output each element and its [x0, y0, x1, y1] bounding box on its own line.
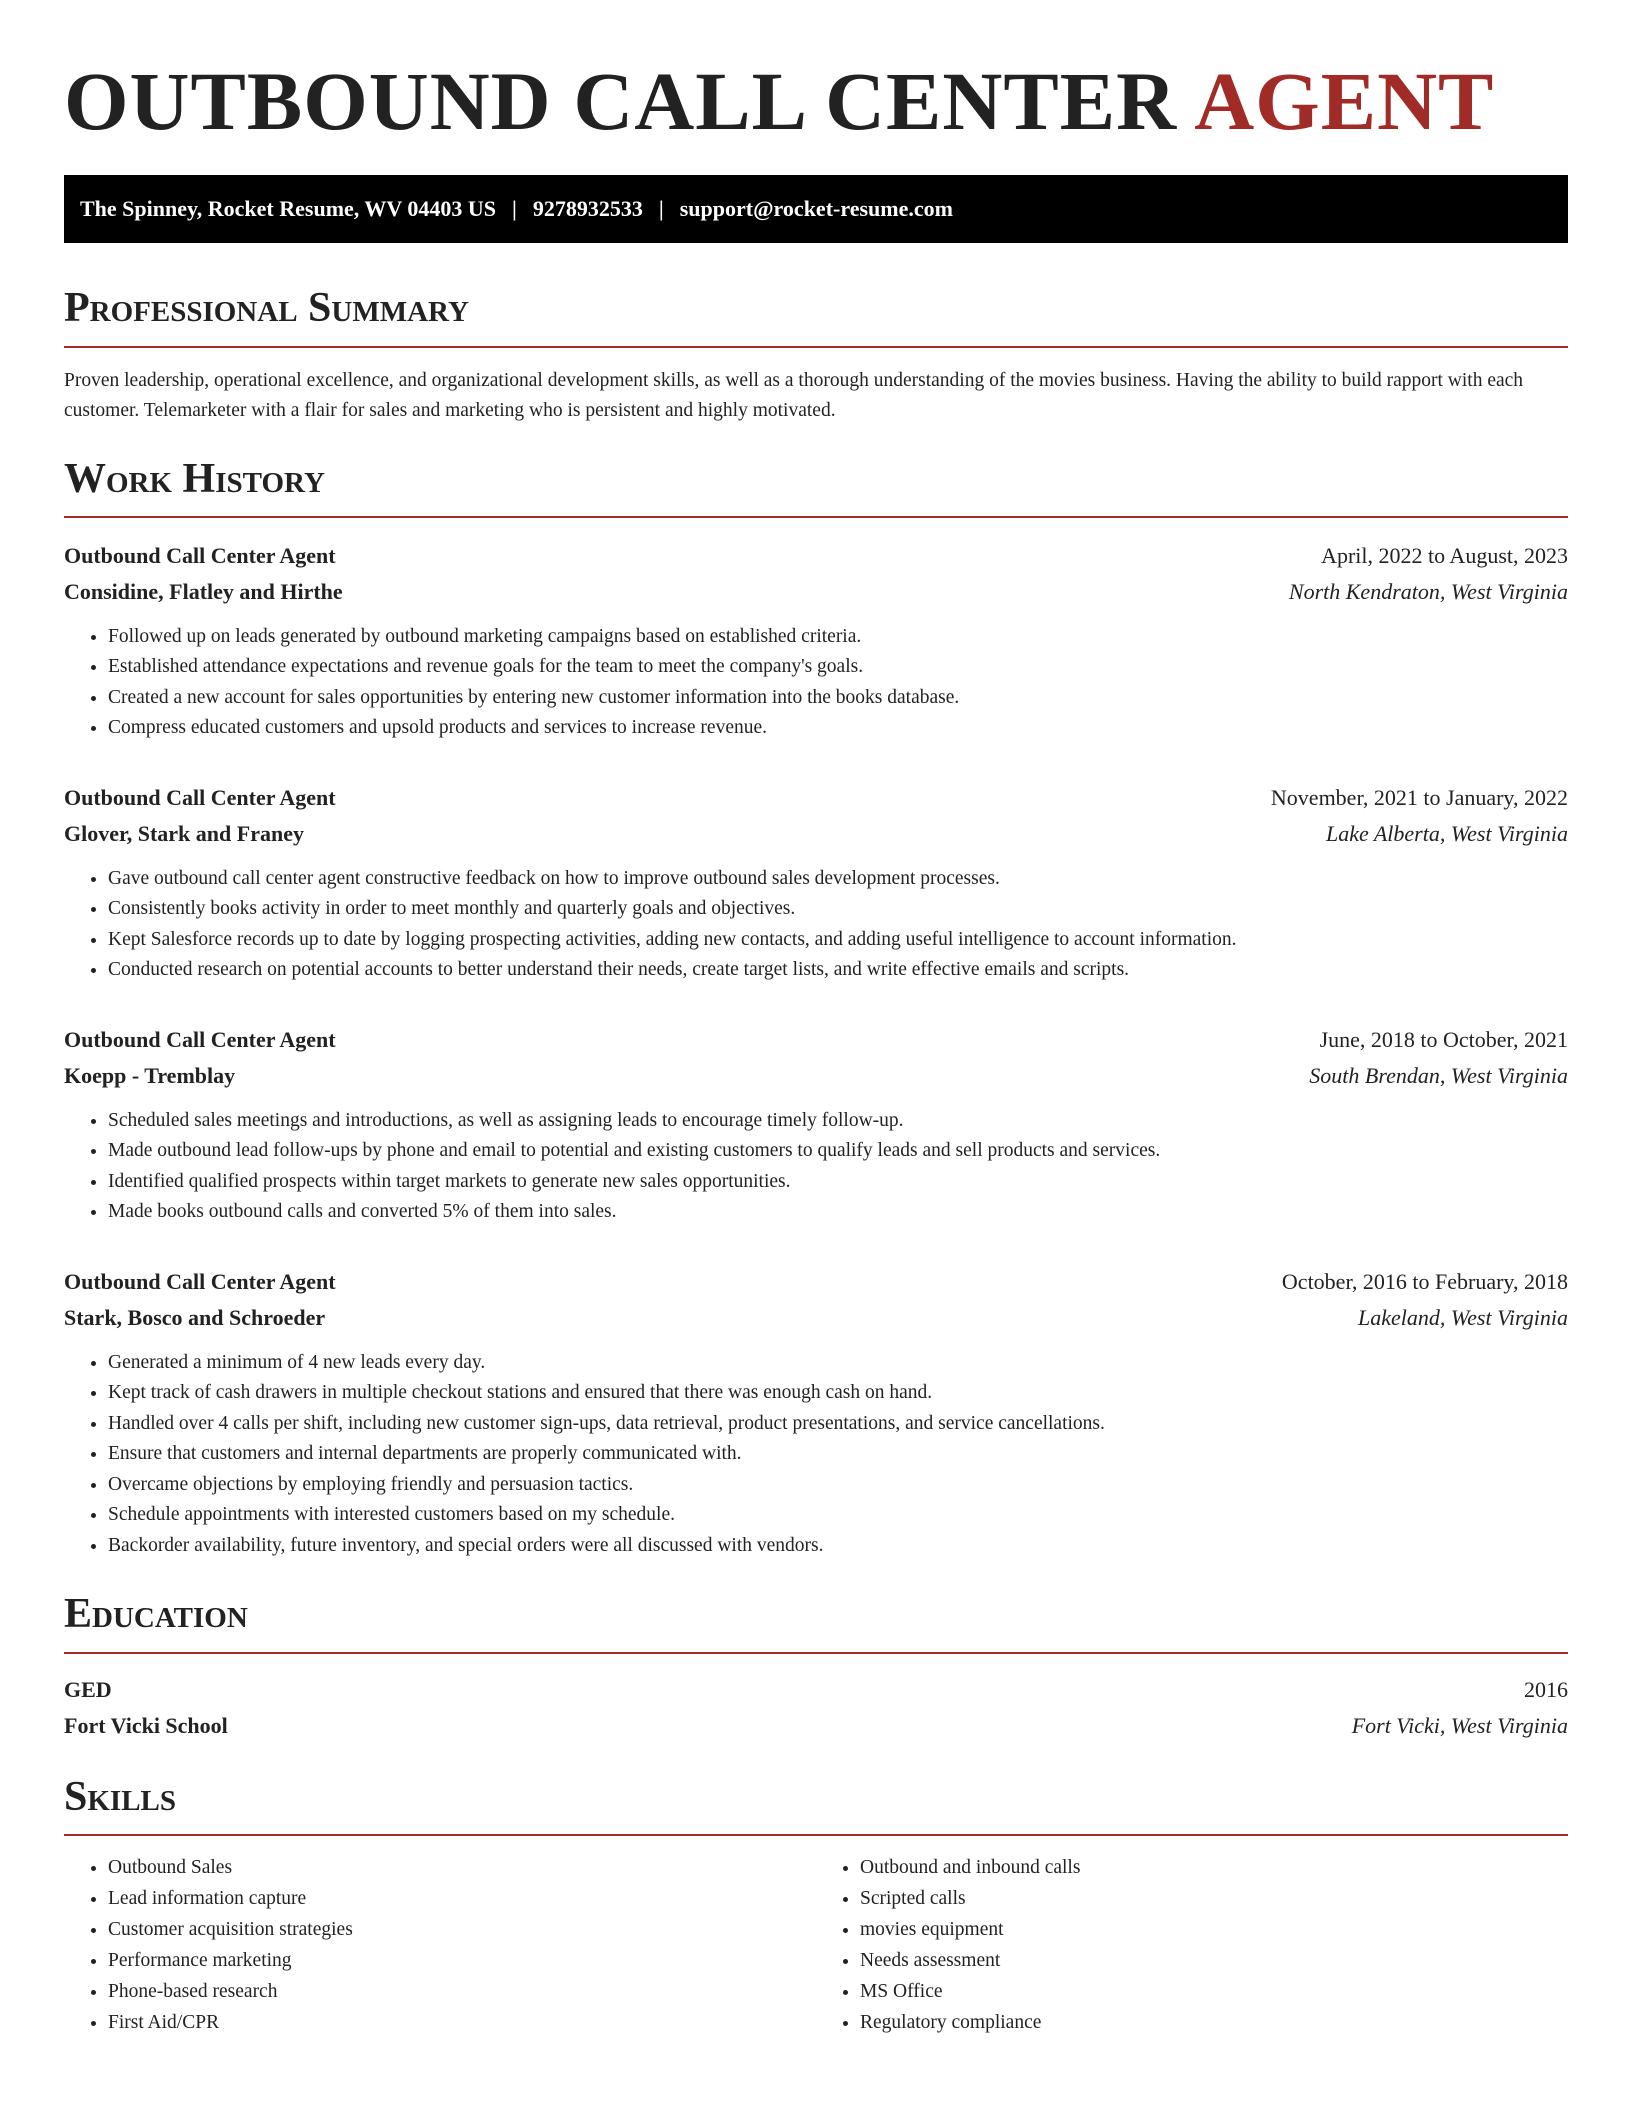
job-location: North Kendraton, West Virginia — [1288, 578, 1568, 604]
job-entry — [64, 538, 1568, 744]
work-title: Work History — [64, 455, 325, 502]
resume-name — [64, 54, 1568, 149]
summary-title: Professional Summary — [64, 285, 469, 332]
skills-list-right — [816, 1852, 1568, 2038]
job-location: Lake Alberta, West Virginia — [1326, 820, 1568, 846]
education-location: Fort Vicki, West Virginia — [1351, 1712, 1568, 1738]
job-location: South Brendan, West Virginia — [1309, 1062, 1568, 1088]
skill-item: • Lead information capture — [108, 1883, 816, 1914]
job-bullet: • Compress educated customers and upsold products and services to increase revenue. — [108, 713, 1568, 744]
job-bullet: • Gave outbound call center agent constructive feedback on how to improve outbound sales development processes. — [108, 864, 1568, 895]
section-divider — [64, 516, 1568, 518]
job-role: Outbound Call Center Agent — [64, 542, 336, 568]
skills-section — [64, 1774, 1568, 2038]
skill-item: • Outbound and inbound calls — [860, 1852, 1568, 1883]
education-title: Education — [64, 1591, 248, 1638]
job-role: Outbound Call Center Agent — [64, 1268, 336, 1294]
job-bullet: • Made books outbound calls and converted 5% of them into sales. — [108, 1197, 1568, 1228]
skill-item: • MS Office — [860, 1976, 1568, 2007]
job-bullet: • Scheduled sales meetings and introductions, as well as assigning leads to encourage timely follow-up. — [108, 1106, 1568, 1137]
skills-list-left — [64, 1852, 816, 2038]
skill-item: • Scripted calls — [860, 1883, 1568, 1914]
skill-item: • Performance marketing — [108, 1945, 816, 1976]
contact-bar — [64, 175, 1568, 243]
job-bullet: • Kept Salesforce records up to date by logging prospecting activities, adding new contacts, and adding useful intelligence to account information. — [108, 925, 1568, 956]
skills-title: Skills — [64, 1773, 177, 1820]
job-bullet: • Overcame objections by employing friendly and persuasion tactics. — [108, 1470, 1568, 1501]
contact-separator: | — [658, 196, 664, 222]
education-school: Fort Vicki School — [64, 1712, 228, 1738]
education-section — [64, 1591, 1568, 1743]
job-bullet: • Backorder availability, future inventory, and special orders were all discussed with vendors. — [108, 1531, 1568, 1562]
job-company: Koepp - Tremblay — [64, 1062, 236, 1088]
contact-email[interactable]: support@rocket-resume.com — [679, 196, 953, 222]
summary-text: Proven leadership, operational excellence, and organizational development skills, as well as a thorough understanding of the movies business. Having the ability to build rapport with each customer. Telemarketer with a flair for sales and marketing who is persistent and highly motivated. — [64, 369, 1524, 421]
job-dates: June, 2018 to October, 2021 — [1319, 1026, 1568, 1052]
job-bullet: • Schedule appointments with interested customers based on my schedule. — [108, 1500, 1568, 1531]
job-bullet: • Ensure that customers and internal departments are properly communicated with. — [108, 1439, 1568, 1470]
contact-address: The Spinney, Rocket Resume, WV 04403 US — [80, 196, 497, 222]
job-dates: April, 2022 to August, 2023 — [1321, 542, 1568, 568]
skill-item: • First Aid/CPR — [108, 2007, 816, 2038]
job-entry — [64, 780, 1568, 986]
job-bullet: • Identified qualified prospects within target markets to generate new sales opportunities. — [108, 1167, 1568, 1198]
job-entry — [64, 1022, 1568, 1228]
section-divider — [64, 346, 1568, 348]
job-bullet: • Consistently books activity in order to meet monthly and quarterly goals and objectives. — [108, 894, 1568, 925]
section-divider — [64, 1834, 1568, 1836]
work-section — [64, 456, 1568, 1562]
name-accent: AGENT — [1194, 55, 1495, 147]
job-bullet: • Kept track of cash drawers in multiple checkout stations and ensured that there was enough cash on hand. — [108, 1378, 1568, 1409]
education-entry — [64, 1672, 1568, 1744]
contact-separator: | — [512, 196, 517, 222]
skill-item: • Regulatory compliance — [860, 2007, 1568, 2038]
section-divider — [64, 1652, 1568, 1654]
job-company: Stark, Bosco and Schroeder — [64, 1304, 326, 1330]
skill-item: • Phone-based research — [108, 1976, 816, 2007]
job-entry — [64, 1264, 1568, 1562]
name-main: OUTBOUND CALL CENTER — [64, 55, 1178, 147]
job-bullet: • Made outbound lead follow-ups by phone and email to potential and existing customers to qualify leads and sell products and services. — [108, 1136, 1568, 1167]
job-bullet: • Generated a minimum of 4 new leads every day. — [108, 1348, 1568, 1379]
job-dates: October, 2016 to February, 2018 — [1281, 1268, 1568, 1294]
job-location: Lakeland, West Virginia — [1357, 1304, 1568, 1330]
job-bullet: • Established attendance expectations and revenue goals for the team to meet the company's goals. — [108, 652, 1568, 683]
job-bullet: • Conducted research on potential accounts to better understand their needs, create target lists, and write effective emails and scripts. — [108, 955, 1568, 986]
education-year: 2016 — [1524, 1676, 1568, 1702]
job-company: Considine, Flatley and Hirthe — [64, 578, 343, 604]
job-bullets — [64, 622, 1568, 744]
job-company: Glover, Stark and Franey — [64, 820, 304, 846]
summary-section — [64, 285, 1568, 425]
job-bullets — [64, 864, 1568, 986]
skills-columns — [64, 1852, 1568, 2038]
contact-phone[interactable]: 9278932533 — [532, 196, 643, 222]
skill-item: • Customer acquisition strategies — [108, 1914, 816, 1945]
skill-item: • Needs assessment — [860, 1945, 1568, 1976]
job-bullets — [64, 1348, 1568, 1562]
job-bullet: • Created a new account for sales opportunities by entering new customer information into the books database. — [108, 683, 1568, 714]
job-bullet: • Handled over 4 calls per shift, including new customer sign-ups, data retrieval, product presentations, and service cancellations. — [108, 1409, 1568, 1440]
job-role: Outbound Call Center Agent — [64, 1026, 336, 1052]
job-role: Outbound Call Center Agent — [64, 784, 336, 810]
skill-item: • Outbound Sales — [108, 1852, 816, 1883]
job-bullets — [64, 1106, 1568, 1228]
job-dates: November, 2021 to January, 2022 — [1270, 784, 1568, 810]
skill-item: • movies equipment — [860, 1914, 1568, 1945]
job-list — [64, 538, 1568, 1562]
job-bullet: • Followed up on leads generated by outbound marketing campaigns based on established criteria. — [108, 622, 1568, 653]
education-degree: GED — [64, 1676, 112, 1702]
